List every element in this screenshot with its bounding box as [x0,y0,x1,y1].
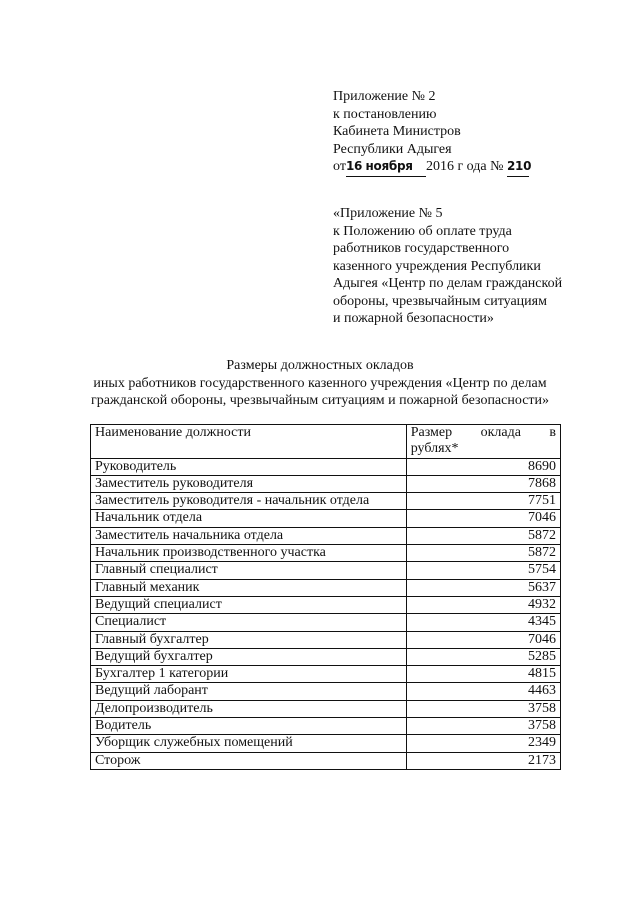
position-name: Главный бухгалтер [91,631,407,648]
header-salary-word-1: Размер [410,425,453,440]
position-name: Ведущий специалист [91,596,407,613]
position-name: Начальник производственного участка [91,545,407,562]
table-row [91,579,561,596]
salary-value: 7751 [406,493,560,510]
table-row [91,596,561,613]
table-row [91,527,561,544]
position-name: Сторож [91,752,407,769]
appendix-5-header [333,205,562,328]
date-day: 16 [345,159,363,173]
salary-table [90,424,561,770]
header-salary-amount [406,425,560,459]
appendix-5-line: работников государственного [333,241,510,256]
appendix-2-title: Приложение № 2 [333,89,436,104]
date-year: 2016 г ода № [425,159,504,174]
table-row [91,458,561,475]
table-row [91,735,561,752]
table-row [91,648,561,665]
appendix-5-line: Адыгея «Центр по делам гражданской [333,276,563,291]
table-row [91,752,561,769]
salary-value: 5872 [406,545,560,562]
table-row [91,493,561,510]
position-name: Бухгалтер 1 категории [91,666,407,683]
salary-value: 5637 [406,579,560,596]
header-salary-word-3: в [549,425,556,440]
document-subtitle-line-2: гражданской обороны, чрезвычайным ситуациям и пожарной безопасности» [90,393,550,408]
header-salary-word-2: оклада [480,425,521,440]
salary-value: 5872 [406,527,560,544]
position-name: Заместитель руководителя - начальник отдела [91,493,407,510]
table-row [91,614,561,631]
position-name: Главный специалист [91,562,407,579]
position-name: Специалист [91,614,407,631]
position-name: Водитель [91,718,407,735]
appendix-5-line: обороны, чрезвычайным ситуациям [333,293,547,309]
document-subtitle-line-1: иных работников государственного казенного учреждения «Центр по делам [93,376,547,391]
decree-date-line [333,158,532,177]
appendix-5-line: казенного учреждения Республики [333,258,541,274]
salary-value: 7868 [406,475,560,492]
salary-value: 4463 [406,683,560,700]
appendix-2-line-2: к постановлению [333,106,437,122]
table-row [91,700,561,717]
appendix-2-header [333,88,532,177]
position-name: Заместитель руководителя [91,475,407,492]
salary-value: 2349 [406,735,560,752]
salary-value: 8690 [406,458,560,475]
position-name: Ведущий бухгалтер [91,648,407,665]
salary-value: 2173 [406,752,560,769]
appendix-2-line-3: Кабинета Министров [333,124,461,139]
salary-value: 5285 [406,648,560,665]
position-name: Главный механик [91,579,407,596]
salary-value: 4345 [406,614,560,631]
salary-value: 7046 [406,510,560,527]
table-row [91,562,561,579]
header-position-name: Наименование должности [91,425,407,459]
position-name: Делопроизводитель [91,700,407,717]
date-prefix: от [333,159,346,174]
table-row [91,666,561,683]
table-row [91,510,561,527]
salary-value: 3758 [406,718,560,735]
table-row [91,545,561,562]
position-name: Руководитель [91,458,407,475]
decree-number: 210 [506,159,532,173]
appendix-5-line: и пожарной безопасности» [333,311,494,326]
salary-value: 7046 [406,631,560,648]
table-header-row [91,425,561,459]
table-row [91,683,561,700]
salary-value: 3758 [406,700,560,717]
salary-value: 4815 [406,666,560,683]
salary-value: 5754 [406,562,560,579]
salary-value: 4932 [406,596,560,613]
table-row [91,475,561,492]
appendix-2-line-4: Республики Адыгея [333,141,452,157]
header-salary-line-2: рублях* [410,441,459,457]
appendix-5-line: к Положению об оплате труда [333,223,512,239]
table-row [91,718,561,735]
document-title: Размеры должностных окладов [226,358,414,373]
position-name: Ведущий лаборант [91,683,407,700]
appendix-5-line: «Приложение № 5 [333,206,443,221]
date-month: ноября [365,159,413,173]
position-name: Начальник отдела [91,510,407,527]
table-row [91,631,561,648]
position-name: Уборщик служебных помещений [91,735,407,752]
position-name: Заместитель начальника отдела [91,527,407,544]
